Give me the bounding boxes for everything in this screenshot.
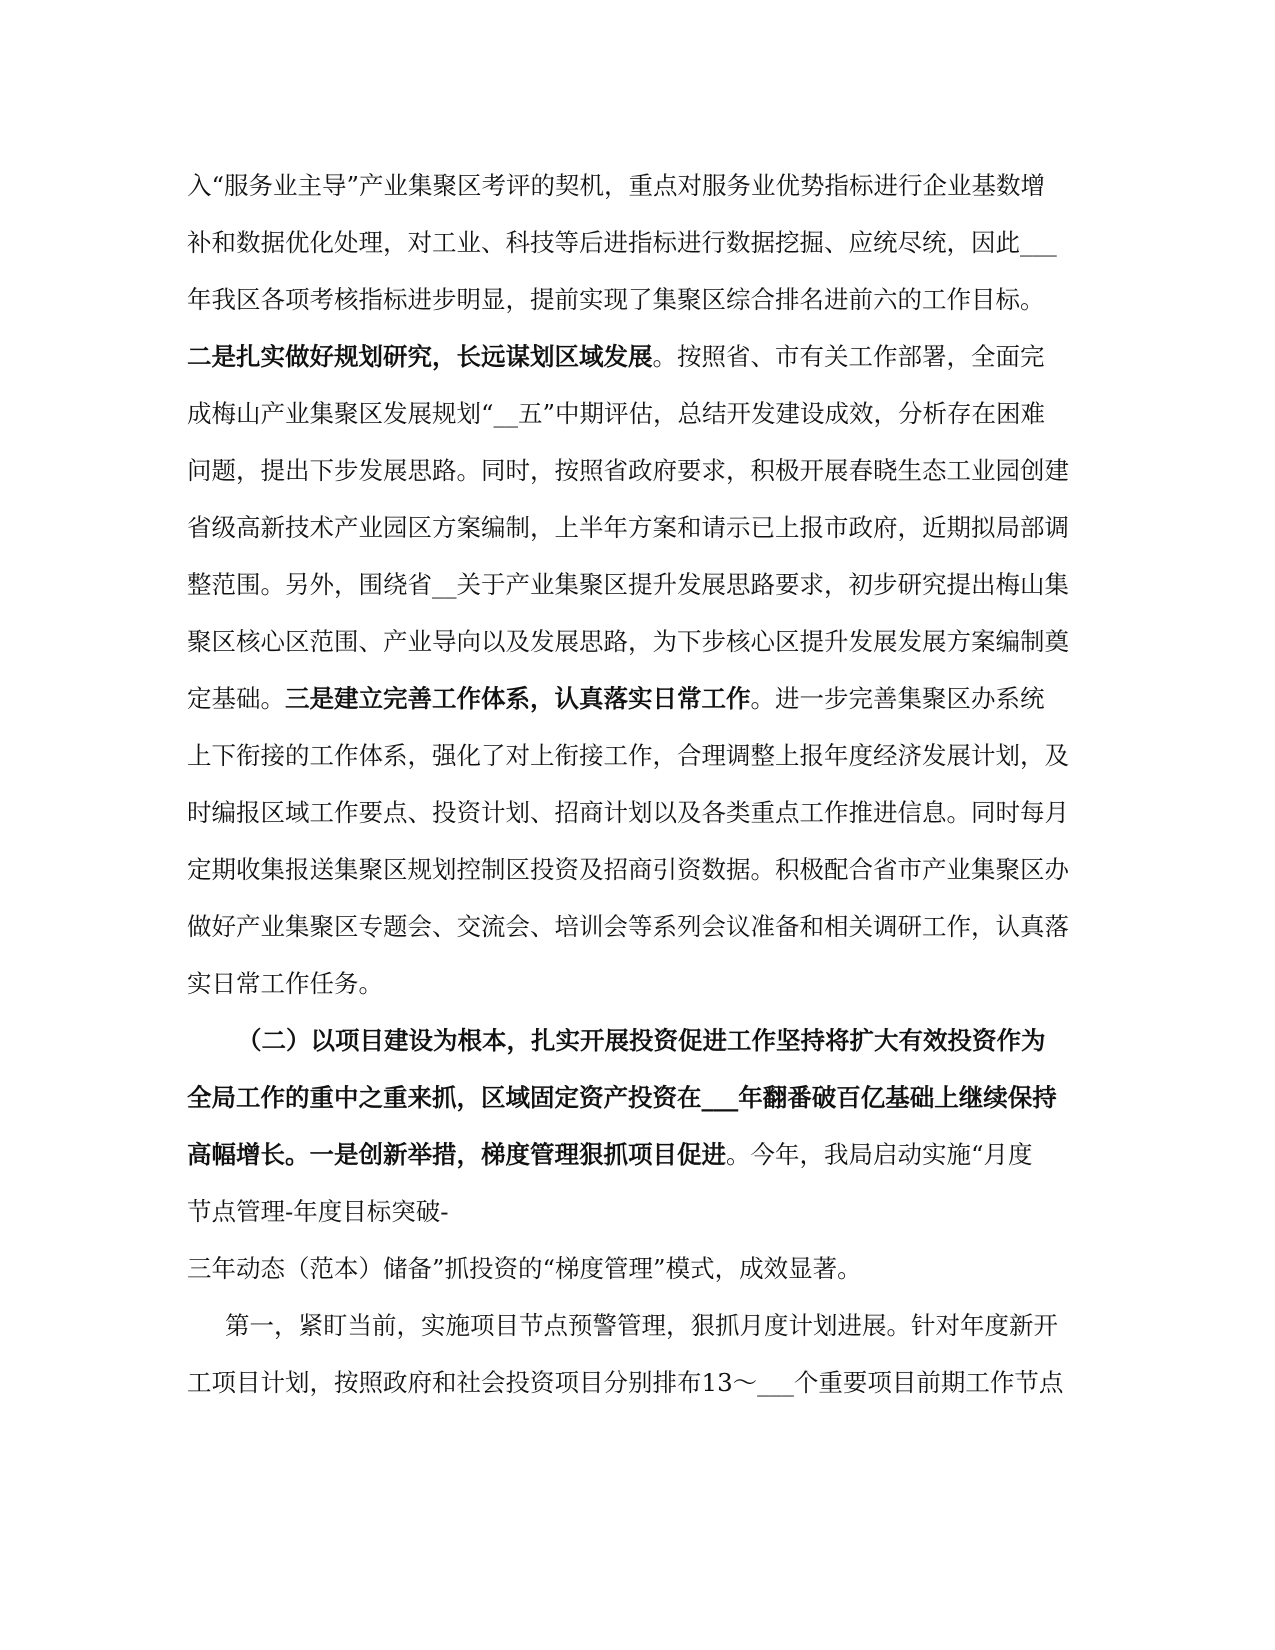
text-segment: 做好产业集聚区专题会、交流会、培训会等系列会议准备和相关调研工作，认真落 bbox=[187, 912, 1069, 941]
text-line bbox=[187, 280, 1087, 320]
text-segment: 聚区核心区范围、产业导向以及发展思路，为下步核心区提升发展发展方案编制奠 bbox=[187, 627, 1069, 656]
text-segment: 时编报区域工作要点、投资计划、招商计划以及各类重点工作推进信息。同时每月 bbox=[187, 798, 1069, 827]
text-segment: 。今年，我局启动实施“月度 bbox=[726, 1140, 1033, 1169]
text-segment: 节点管理-年度目标突破- bbox=[187, 1197, 449, 1226]
text-line bbox=[187, 793, 1087, 833]
text-segment: 年我区各项考核指标进步明显，提前实现了集聚区综合排名进前六的工作目标。 bbox=[187, 285, 1045, 314]
text-segment: 省级高新技术产业园区方案编制，上半年方案和请示已上报市政府，近期拟局部调 bbox=[187, 513, 1069, 542]
text-line bbox=[237, 1021, 1137, 1061]
text-segment: 。按照省、市有关工作部署，全面完 bbox=[652, 342, 1045, 371]
text-line bbox=[187, 850, 1087, 890]
text-segment: 问题，提出下步发展思路。同时，按照省政府要求，积极开展春晓生态工业园创建 bbox=[187, 456, 1069, 485]
text-segment: 第一，紧盯当前，实施项目节点预警管理，狠抓月度计划进展。针对年度新开 bbox=[225, 1311, 1058, 1340]
text-line bbox=[187, 907, 1087, 947]
text-segment: 。进一步完善集聚区办系统 bbox=[750, 684, 1045, 713]
text-segment: 定期收集报送集聚区规划控制区投资及招商引资数据。积极配合省市产业集聚区办 bbox=[187, 855, 1069, 884]
text-line bbox=[187, 1078, 1087, 1118]
text-line bbox=[187, 1135, 1087, 1175]
text-segment: 成梅山产业集聚区发展规划“__五”中期评估，总结开发建设成效，分析存在困难 bbox=[187, 399, 1046, 428]
bold-heading: 三是建立完善工作体系，认真落实日常工作 bbox=[285, 684, 751, 713]
text-line bbox=[187, 679, 1087, 719]
text-segment: 入“服务业主导”产业集聚区考评的契机，重点对服务业优势指标进行企业基数增 bbox=[187, 171, 1046, 200]
text-segment: 三年动态（范本）储备”抓投资的“梯度管理”模式，成效显著。 bbox=[187, 1254, 862, 1283]
text-line bbox=[187, 1363, 1087, 1403]
text-line bbox=[187, 166, 1087, 206]
text-line bbox=[187, 964, 1087, 1004]
text-segment: 定基础。 bbox=[187, 684, 285, 713]
text-line bbox=[187, 1249, 1087, 1289]
text-segment: 整范围。另外，围绕省__关于产业集聚区提升发展思路要求，初步研究提出梅山集 bbox=[187, 570, 1069, 599]
text-line bbox=[187, 337, 1087, 377]
text-line bbox=[187, 565, 1087, 605]
bold-heading: 高幅增长。一是创新举措，梯度管理狠抓项目促进 bbox=[187, 1140, 726, 1169]
text-segment: 实日常工作任务。 bbox=[187, 969, 383, 998]
text-line bbox=[187, 736, 1087, 776]
text-line bbox=[187, 223, 1087, 263]
text-segment: 补和数据优化处理，对工业、科技等后进指标进行数据挖掘、应统尽统，因此___ bbox=[187, 228, 1057, 257]
text-line bbox=[187, 451, 1087, 491]
text-line bbox=[187, 508, 1087, 548]
section-heading: （二）以项目建设为根本，扎实开展投资促进工作坚持将扩大有效投资作为 bbox=[237, 1026, 1046, 1055]
text-line bbox=[187, 394, 1087, 434]
text-line bbox=[225, 1306, 1125, 1346]
text-line bbox=[187, 1192, 1087, 1232]
text-segment: 上下衔接的工作体系，强化了对上衔接工作，合理调整上报年度经济发展计划，及 bbox=[187, 741, 1069, 770]
section-heading: 全局工作的重中之重来抓，区域固定资产投资在___年翻番破百亿基础上继续保持 bbox=[187, 1083, 1057, 1112]
text-segment: 工项目计划，按照政府和社会投资项目分别排布13～___个重要项目前期工作节点 bbox=[187, 1368, 1064, 1397]
text-line bbox=[187, 622, 1087, 662]
bold-heading: 二是扎实做好规划研究，长远谋划区域发展 bbox=[187, 342, 653, 371]
